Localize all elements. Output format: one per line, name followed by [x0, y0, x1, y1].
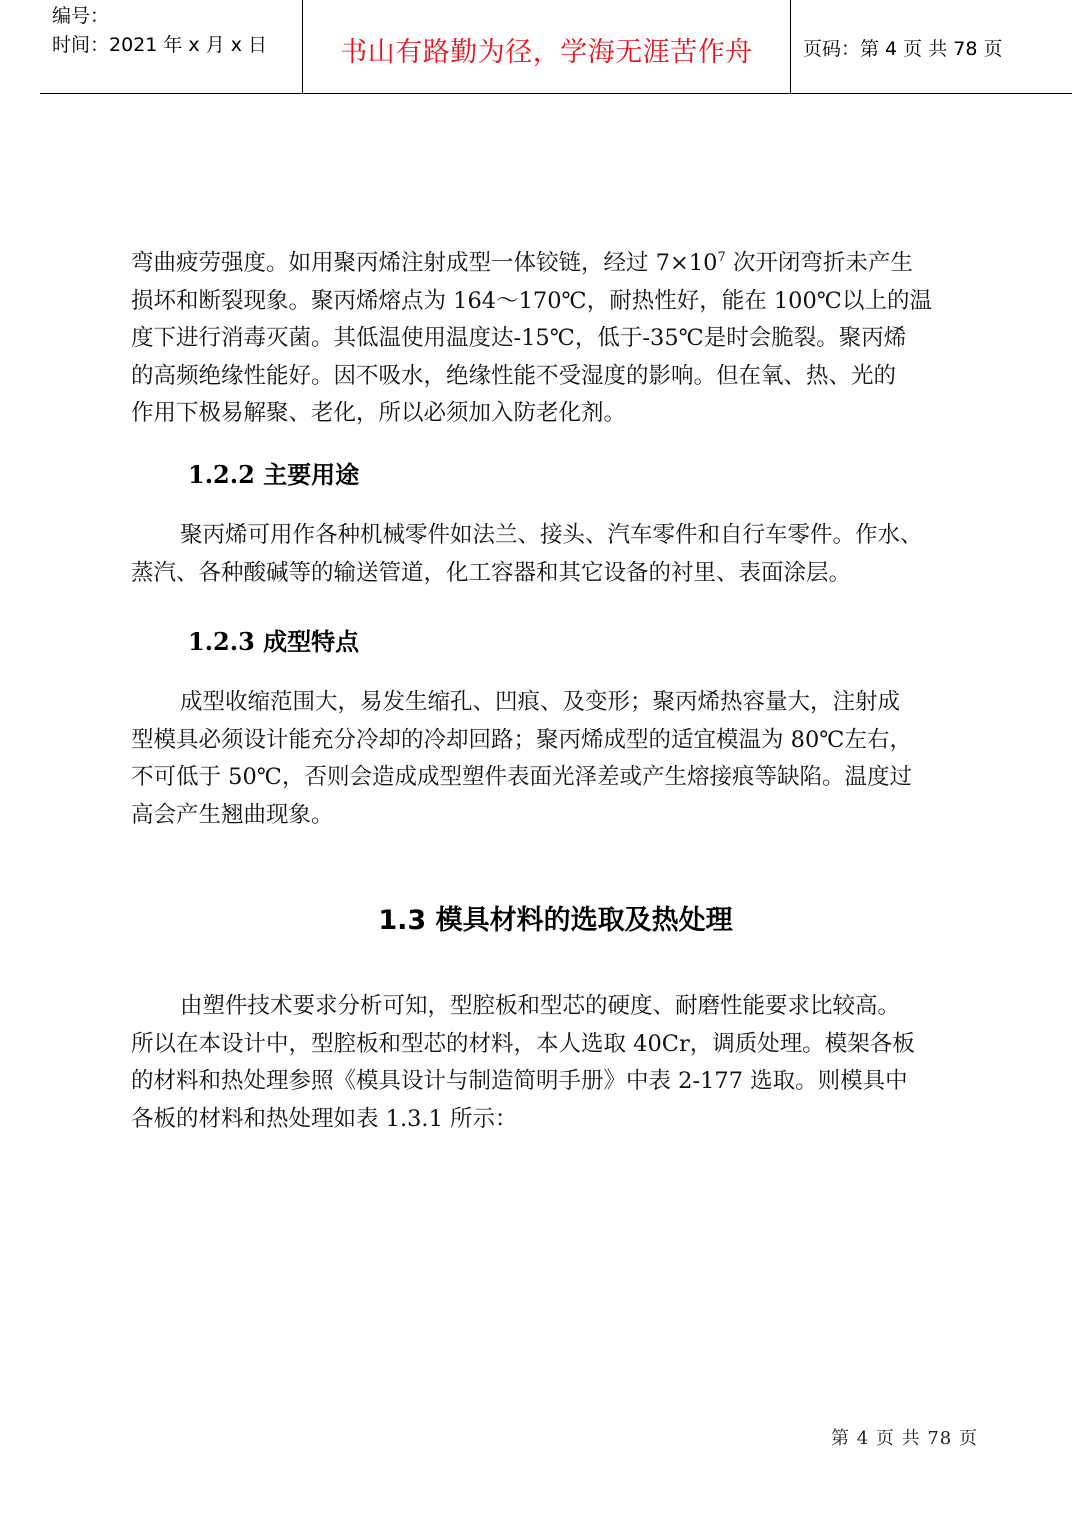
document-number-label: 编号：	[52, 5, 110, 27]
paragraph-uses	[131, 517, 993, 592]
page-footer-number: 第 4 页 共 78 页	[831, 1428, 978, 1449]
text-line: 由塑件技术要求分析可知，型腔板和型芯的硬度、耐磨性能要求比较高。	[180, 993, 901, 1019]
section-heading-text: 1.3 模具材料的选取及热处理	[378, 905, 733, 936]
text-span: 次开闭弯折未产生	[725, 250, 913, 276]
header-meta	[40, 0, 303, 93]
document-date: 时间：2021 年 x 月 x 日	[52, 34, 268, 56]
section-heading-mold-materials	[0, 898, 1087, 937]
page-header	[40, 0, 1072, 94]
header-motto: 书山有路勤为径，学海无涯苦作舟	[340, 37, 753, 68]
text-line: 不可低于 50℃，否则会造成成型塑件表面光泽差或产生熔接痕等缺陷。温度过	[131, 764, 912, 790]
text-line: 高会产生翘曲现象。	[131, 801, 334, 828]
text-line: 所以在本设计中，型腔板和型芯的材料，本人选取 40Cr，调质处理。模架各板	[131, 1030, 915, 1057]
heading-main-uses: 1.2.2 主要用途	[188, 460, 360, 489]
text-line: 蒸汽、各种酸碱等的输送管道，化工容器和其它设备的衬里、表面涂层。	[131, 559, 852, 586]
header-page-cell	[791, 0, 1072, 93]
header-page-info: 页码：第 4 页 共 78 页	[803, 38, 1003, 60]
text-span: 弯曲疲劳强度。如用聚丙烯注射成型一体铰链，经过 7×10	[131, 250, 718, 276]
heading-molding-features: 1.2.3 成型特点	[188, 627, 360, 656]
paragraph-molding	[131, 684, 993, 834]
header-motto-cell	[303, 0, 791, 93]
text-line: 作用下极易解聚、老化，所以必须加入防老化剂。	[131, 400, 627, 426]
text-line: 聚丙烯可用作各种机械零件如法兰、接头、汽车零件和自行车零件。作水、	[180, 522, 923, 548]
text-line: 各板的材料和热处理如表 1.3.1 所示：	[131, 1105, 518, 1132]
text-line: 的高频绝缘性能好。因不吸水，绝缘性能不受湿度的影响。但在氧、热、光的	[131, 362, 897, 389]
superscript: 7	[717, 250, 726, 265]
paragraph-properties	[131, 239, 993, 433]
text-line	[131, 239, 993, 283]
text-line: 型模具必须设计能充分冷却的冷却回路；聚丙烯成型的适宜模温为 80℃左右，	[131, 726, 912, 753]
text-line: 的材料和热处理参照《模具设计与制造简明手册》中表 2-177 选取。则模具中	[131, 1068, 908, 1094]
text-line: 成型收缩范围大，易发生缩孔、凹痕、及变形；聚丙烯热容量大，注射成	[180, 689, 901, 715]
text-line: 损坏和断裂现象。聚丙烯熔点为 164～170℃，耐热性好，能在 100℃以上的温	[131, 287, 932, 314]
paragraph-materials	[131, 988, 993, 1138]
text-line: 度下进行消毒灭菌。其低温使用温度达-15℃，低于-35℃是时会脆裂。聚丙烯	[131, 325, 907, 351]
